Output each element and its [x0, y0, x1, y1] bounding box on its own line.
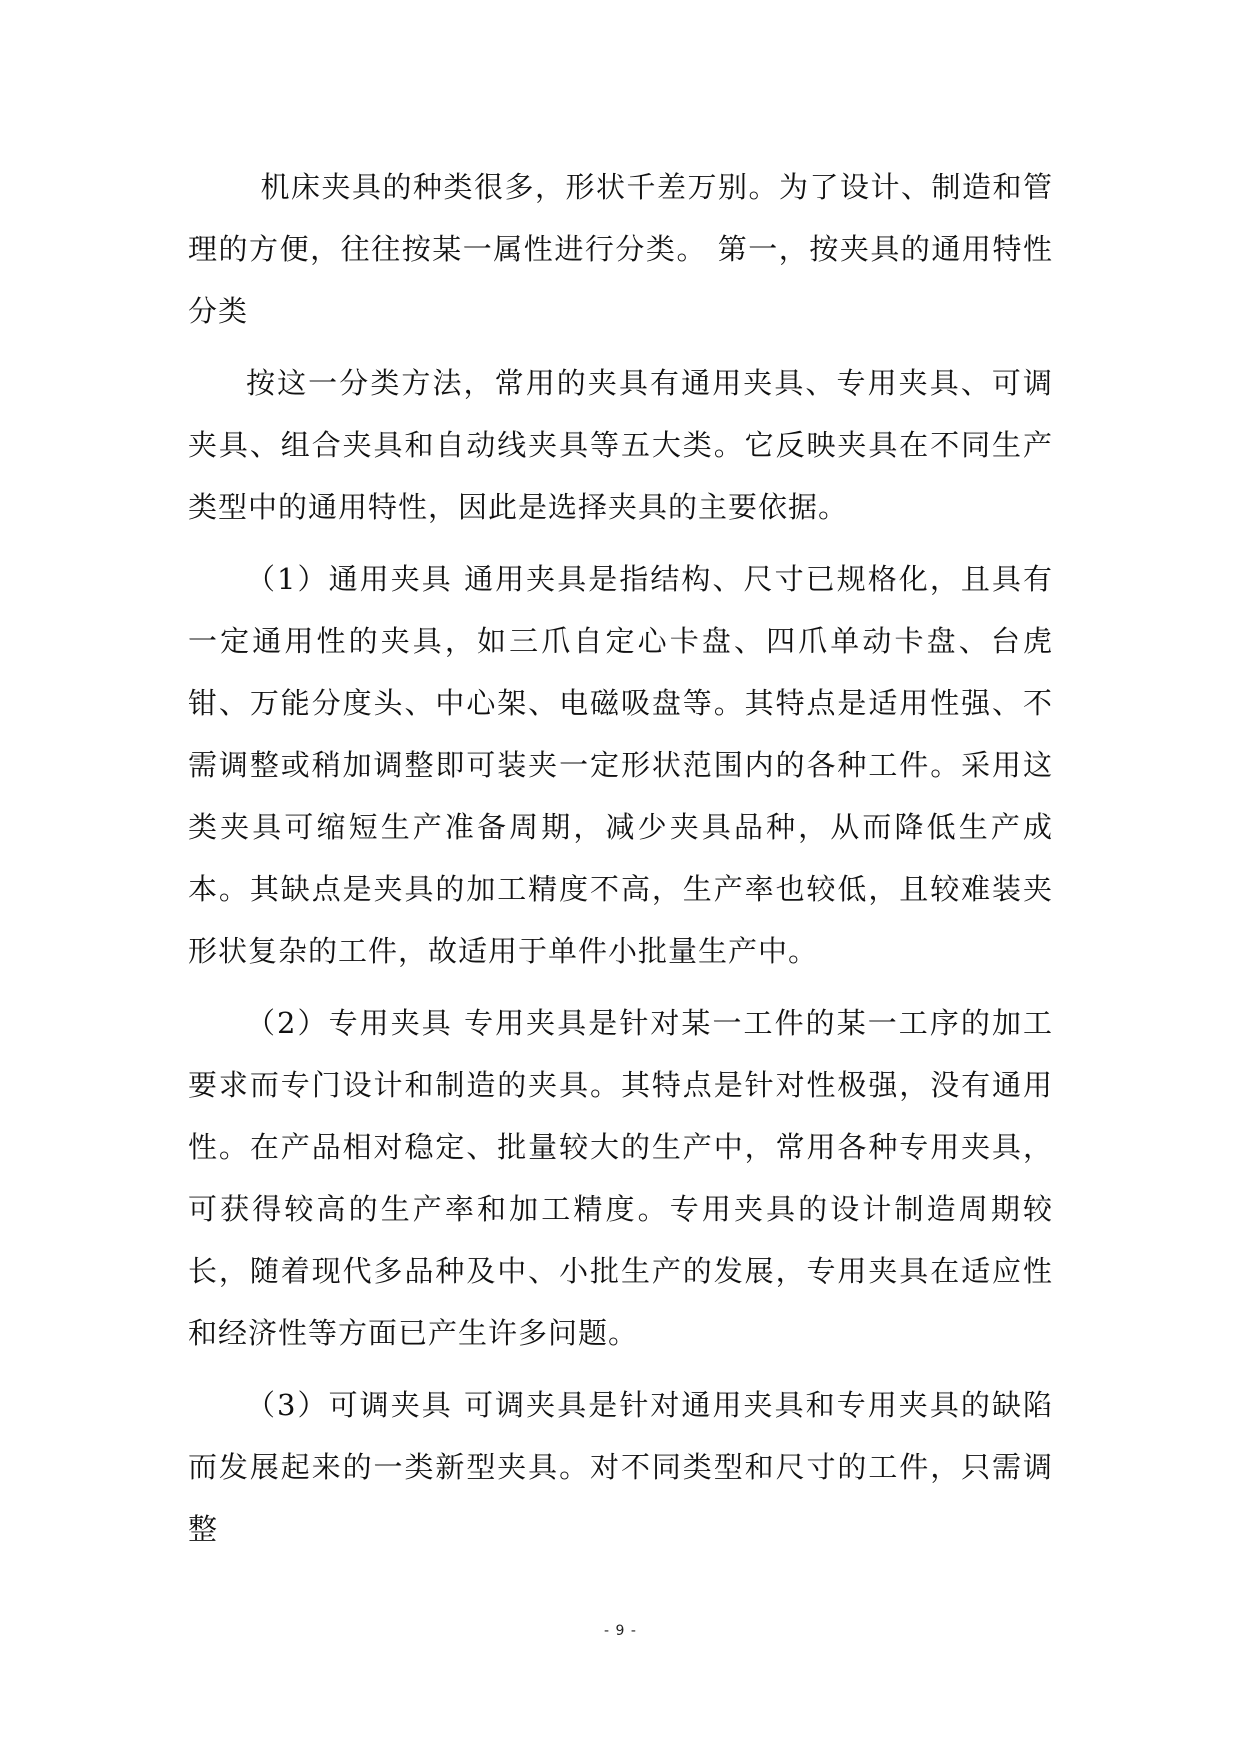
paragraph-classification: 按这一分类方法，常用的夹具有通用夹具、专用夹具、可调夹具、组合夹具和自动线夹具等五大类。它反映夹具在不同生产类型中的通用特性，因此是选择夹具的主要依据。	[188, 366, 1053, 524]
page-number: - 9 -	[604, 1623, 637, 1639]
paragraph-adjustable-fixture: （3）可调夹具 可调夹具是针对通用夹具和专用夹具的缺陷而发展起来的一类新型夹具。对不同类型和尺寸的工件，只需调整	[188, 1388, 1053, 1546]
body-text	[188, 156, 1053, 1570]
paragraph-intro: 机床夹具的种类很多，形状千差万别。为了设计、制造和管理的方便，往往按某一属性进行分类。 第一，按夹具的通用特性分类	[188, 170, 1053, 328]
paragraph-special-fixture: （2）专用夹具 专用夹具是针对某一工件的某一工序的加工要求而专门设计和制造的夹具。其特点是针对性极强，没有通用性。在产品相对稳定、批量较大的生产中，常用各种专用夹具，可获得较高的生产率和加工精度。专用夹具的设计制造周期较长，随着现代多品种及中、小批生产的发展，专用夹具在适应性和经济性等方面已产生许多问题。	[188, 1006, 1053, 1350]
paragraph-general-fixture: （1）通用夹具 通用夹具是指结构、尺寸已规格化，且具有一定通用性的夹具，如三爪自定心卡盘、四爪单动卡盘、台虎钳、万能分度头、中心架、电磁吸盘等。其特点是适用性强、不需调整或稍加调整即可装夹一定形状范围内的各种工件。采用这类夹具可缩短生产准备周期，减少夹具品种，从而降低生产成本。其缺点是夹具的加工精度不高，生产率也较低，且较难装夹形状复杂的工件，故适用于单件小批量生产中。	[188, 562, 1053, 968]
